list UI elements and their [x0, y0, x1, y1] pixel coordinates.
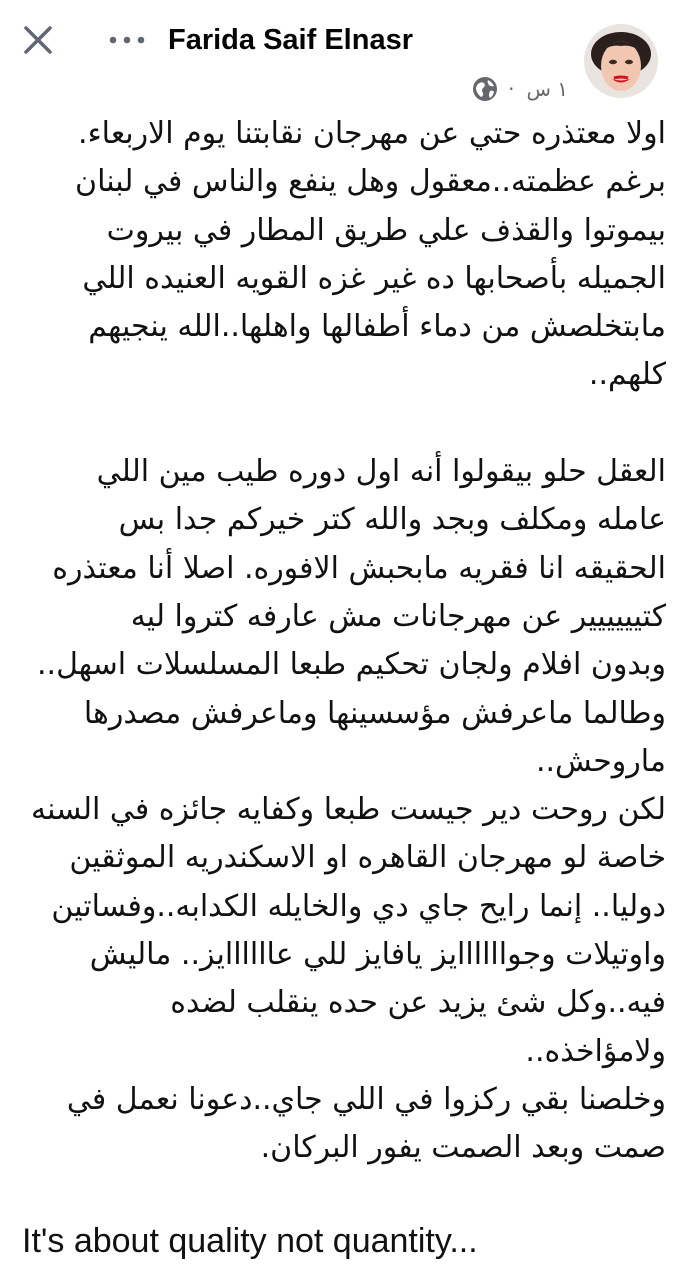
post-english-line: It's about quality not quantity... [22, 1222, 478, 1260]
globe-icon [472, 76, 498, 102]
post-line: كلهم.. [588, 357, 666, 393]
post-line: وخلصنا بقي ركزوا في اللي جاي..دعونا نعمل في [66, 1081, 666, 1117]
meta-separator: · [508, 77, 515, 101]
post-line: ولامؤاخذه.. [525, 1033, 666, 1069]
author-name[interactable]: Farida Saif Elnasr [168, 24, 413, 56]
post-line: دوليا.. إنما رايح جاي دي والخايله الكدابه..وفساتين [51, 888, 666, 924]
close-icon[interactable] [18, 20, 58, 60]
post-line: وبدون افلام ولجان تحكيم طبعا المسلسلات اسهل.. [37, 647, 666, 683]
post-line: برغم عظمته..معقول وهل ينفع والناس في لبنان [75, 164, 666, 200]
post-line: كتيييييير عن مهرجانات مش عارفه كتروا ليه [130, 598, 666, 634]
post-line: ماروحش.. [535, 743, 666, 779]
post-line: العقل حلو بيقولوا أنه اول دوره طيب مين اللي [96, 454, 666, 490]
post-line: الحقيقه انا فقريه مابحبش الافوره. اصلا أنا معتذره [52, 550, 666, 586]
post-line: الجميله بأصحابها ده غير غزه القويه العنيده اللي [82, 260, 666, 296]
paragraph-gap [14, 400, 666, 448]
post-line: اولا معتذره حتي عن مهرجان نقابتنا يوم الاربعاء. [78, 116, 666, 151]
post-line: واوتيلات وجواااااايز يافايز للي عاااااايز.. ماليش [89, 937, 666, 973]
post-timestamp: ١ س [526, 77, 568, 101]
post-line: عامله ومكلف وبجد والله كتر خيركم جدا بس [118, 502, 666, 538]
post-line: مابتخلصش من دماء أطفالها واهلها..الله ينجيهم [88, 309, 666, 345]
avatar[interactable] [584, 24, 658, 98]
post-line: صمت وبعد الصمت يفور البركان. [260, 1130, 666, 1166]
post-line: لكن روحت دير جيست طبعا وكفايه جائزه في السنه [31, 792, 666, 828]
post-line: بيموتوا والقذف علي طريق المطار في بيروت [106, 212, 666, 248]
post-body [14, 110, 666, 1173]
post-line: وطالما ماعرفش مؤسسينها وماعرفش مصدرها [83, 695, 666, 731]
post-header [0, 0, 680, 110]
post-line: فيه..وكل شئ يزيد عن حده ينقلب لضده [170, 985, 666, 1021]
post-meta [472, 74, 568, 104]
post-line: خاصة لو مهرجان القاهره او الاسكندريه الموثقين [69, 840, 666, 876]
more-dots-icon[interactable] [104, 28, 150, 52]
